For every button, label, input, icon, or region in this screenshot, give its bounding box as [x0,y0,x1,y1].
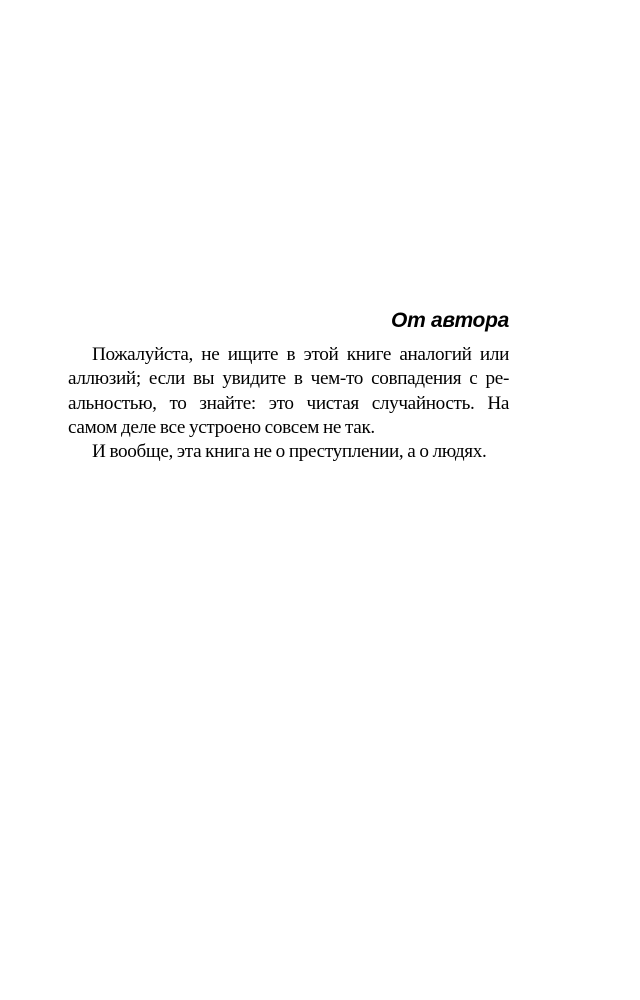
text-line: Пожалуйста, не ищите в этой книге аналогий или [92,344,509,365]
text-line: аллюзий; если вы увидите в чем-то совпадения с ре- [68,368,509,390]
paragraph-2 [68,440,509,464]
text-line: И вообще, эта книга не о преступлении, а о людях. [92,441,487,463]
paragraph-1 [68,343,509,440]
section-heading: От автора [391,309,509,332]
author-note-text [68,343,509,464]
text-line: альностью, то знайте: это чистая случайность. На [68,392,509,414]
text-line: самом деле все устроено совсем не так. [68,416,375,438]
